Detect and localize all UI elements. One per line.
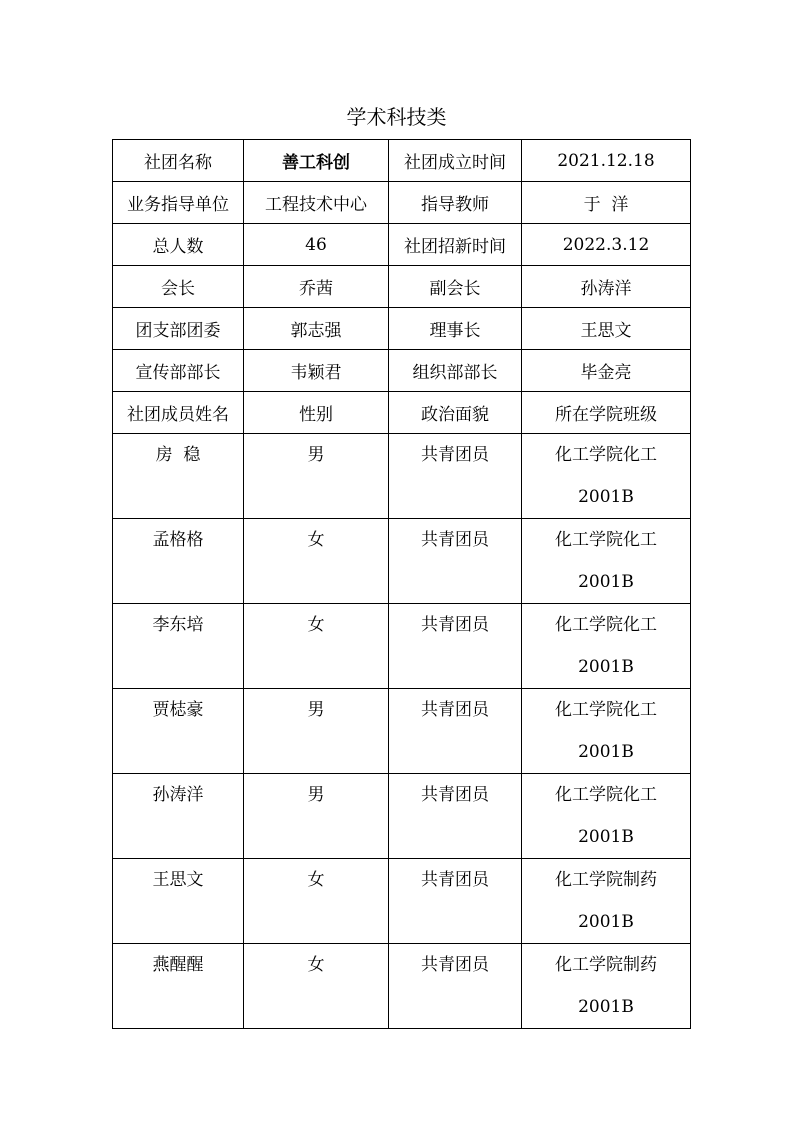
member-class: 2001B: [578, 572, 634, 592]
value-director: 王思文: [522, 308, 691, 350]
member-gender: 女: [244, 944, 389, 1029]
value-vice-president: 孙涛洋: [522, 266, 691, 308]
member-college-class: [522, 434, 691, 519]
member-college: 化工学院制药: [555, 955, 657, 975]
member-name: 孙涛洋: [113, 774, 244, 859]
value-league-committee: 郭志强: [244, 308, 389, 350]
member-class: 2001B: [578, 657, 634, 677]
member-politics: 共青团员: [389, 859, 522, 944]
member-college: 化工学院化工: [555, 445, 657, 465]
value-club-name: 善工科创: [244, 140, 389, 182]
value-recruit-date: 2022.3.12: [522, 224, 691, 266]
table-row: [113, 944, 691, 1029]
column-header-name: 社团成员姓名: [113, 392, 244, 434]
member-class: 2001B: [578, 997, 634, 1017]
label-director: 理事长: [389, 308, 522, 350]
member-gender: 男: [244, 689, 389, 774]
label-total-members: 总人数: [113, 224, 244, 266]
member-college: 化工学院化工: [555, 530, 657, 550]
table-header-row: [113, 392, 691, 434]
label-advisor: 指导教师: [389, 182, 522, 224]
member-gender: 男: [244, 774, 389, 859]
value-guiding-unit: 工程技术中心: [244, 182, 389, 224]
table-row: [113, 434, 691, 519]
table-row-club-name: [113, 140, 691, 182]
label-league-committee: 团支部团委: [113, 308, 244, 350]
member-name: 房 稳: [113, 434, 244, 519]
member-politics: 共青团员: [389, 434, 522, 519]
member-name: 燕醒醒: [113, 944, 244, 1029]
table-row: [113, 774, 691, 859]
member-college-class: [522, 519, 691, 604]
value-total-members: 46: [244, 224, 389, 266]
page-title: 学术科技类: [346, 105, 447, 129]
label-guiding-unit: 业务指导单位: [113, 182, 244, 224]
member-politics: 共青团员: [389, 689, 522, 774]
member-name: 贾梽豪: [113, 689, 244, 774]
table-row-departments: [113, 350, 691, 392]
label-publicity-head: 宣传部部长: [113, 350, 244, 392]
table-row: [113, 689, 691, 774]
column-header-politics: 政治面貌: [389, 392, 522, 434]
table-row-headcount: [113, 224, 691, 266]
member-class: 2001B: [578, 912, 634, 932]
member-college-class: [522, 689, 691, 774]
member-college: 化工学院制药: [555, 870, 657, 890]
table-row-president: [113, 266, 691, 308]
label-vice-president: 副会长: [389, 266, 522, 308]
member-college-class: [522, 859, 691, 944]
member-politics: 共青团员: [389, 944, 522, 1029]
column-header-gender: 性别: [244, 392, 389, 434]
value-publicity-head: 韦颖君: [244, 350, 389, 392]
member-name: 王思文: [113, 859, 244, 944]
member-college-class: [522, 774, 691, 859]
member-name: 李东培: [113, 604, 244, 689]
column-header-college-class: 所在学院班级: [522, 392, 691, 434]
table-row: [113, 519, 691, 604]
table-row: [113, 604, 691, 689]
value-organization-head: 毕金亮: [522, 350, 691, 392]
member-gender: 女: [244, 604, 389, 689]
table-row-supervisor: [113, 182, 691, 224]
member-politics: 共青团员: [389, 519, 522, 604]
value-president: 乔茜: [244, 266, 389, 308]
value-founded-date: 2021.12.18: [522, 140, 691, 182]
member-politics: 共青团员: [389, 774, 522, 859]
label-organization-head: 组织部部长: [389, 350, 522, 392]
table-row: [113, 859, 691, 944]
label-club-name: 社团名称: [113, 140, 244, 182]
member-gender: 女: [244, 859, 389, 944]
member-class: 2001B: [578, 487, 634, 507]
member-college: 化工学院化工: [555, 615, 657, 635]
club-info-table: [112, 139, 691, 1029]
member-name: 孟格格: [113, 519, 244, 604]
member-class: 2001B: [578, 742, 634, 762]
member-college: 化工学院化工: [555, 700, 657, 720]
member-college-class: [522, 944, 691, 1029]
member-gender: 男: [244, 434, 389, 519]
label-founded-date: 社团成立时间: [389, 140, 522, 182]
member-college-class: [522, 604, 691, 689]
label-recruit-date: 社团招新时间: [389, 224, 522, 266]
member-politics: 共青团员: [389, 604, 522, 689]
member-gender: 女: [244, 519, 389, 604]
label-president: 会长: [113, 266, 244, 308]
member-college: 化工学院化工: [555, 785, 657, 805]
member-class: 2001B: [578, 827, 634, 847]
value-advisor: 于 洋: [522, 182, 691, 224]
table-row-league: [113, 308, 691, 350]
